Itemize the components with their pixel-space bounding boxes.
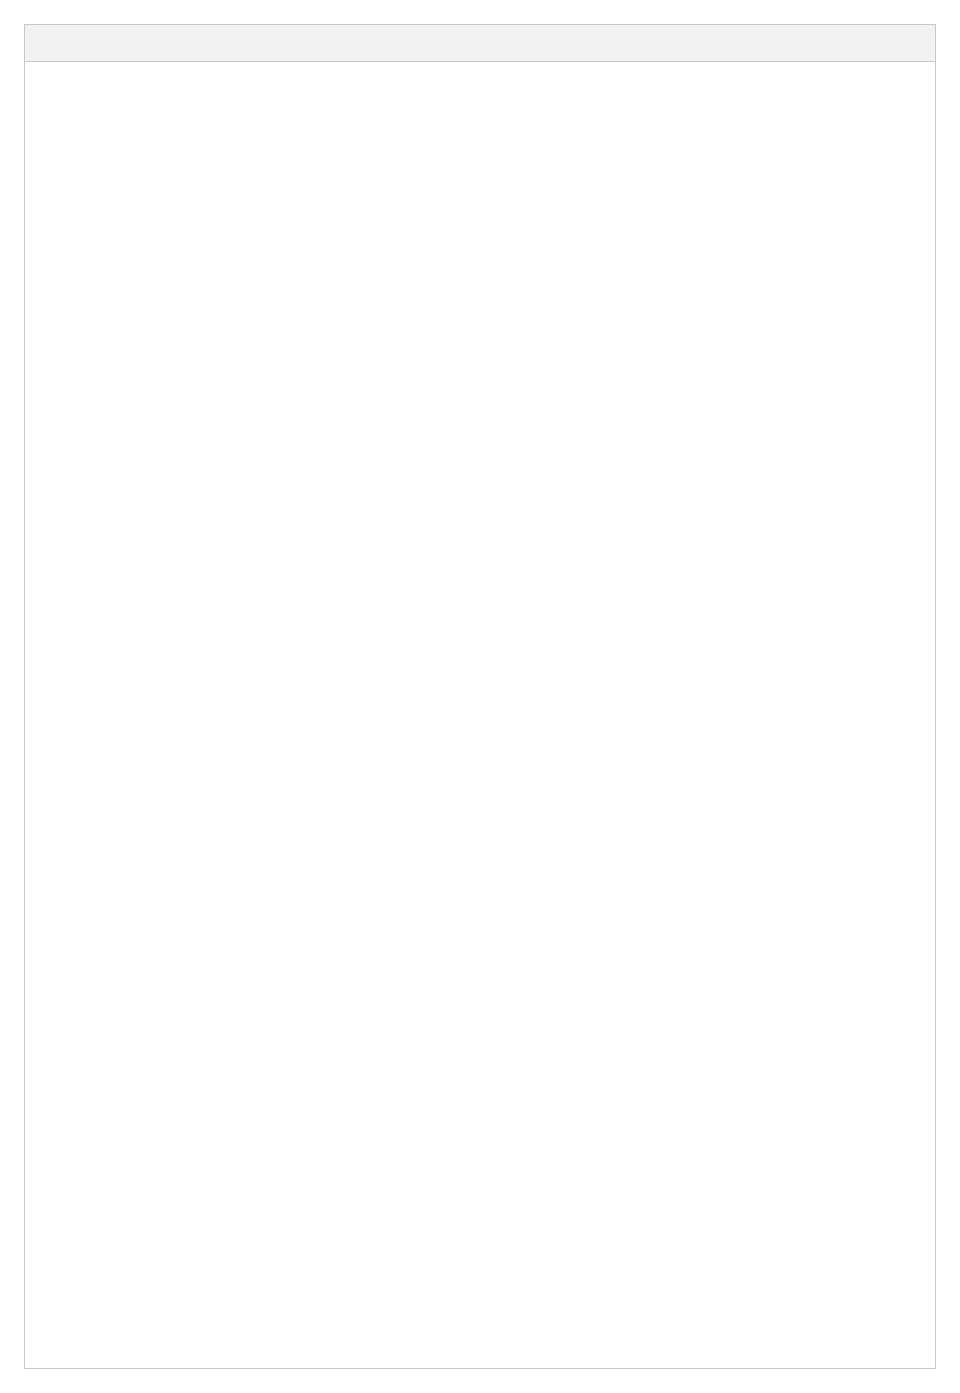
app-window [24,24,936,1369]
content-area [25,62,935,1368]
window-title [25,25,935,62]
